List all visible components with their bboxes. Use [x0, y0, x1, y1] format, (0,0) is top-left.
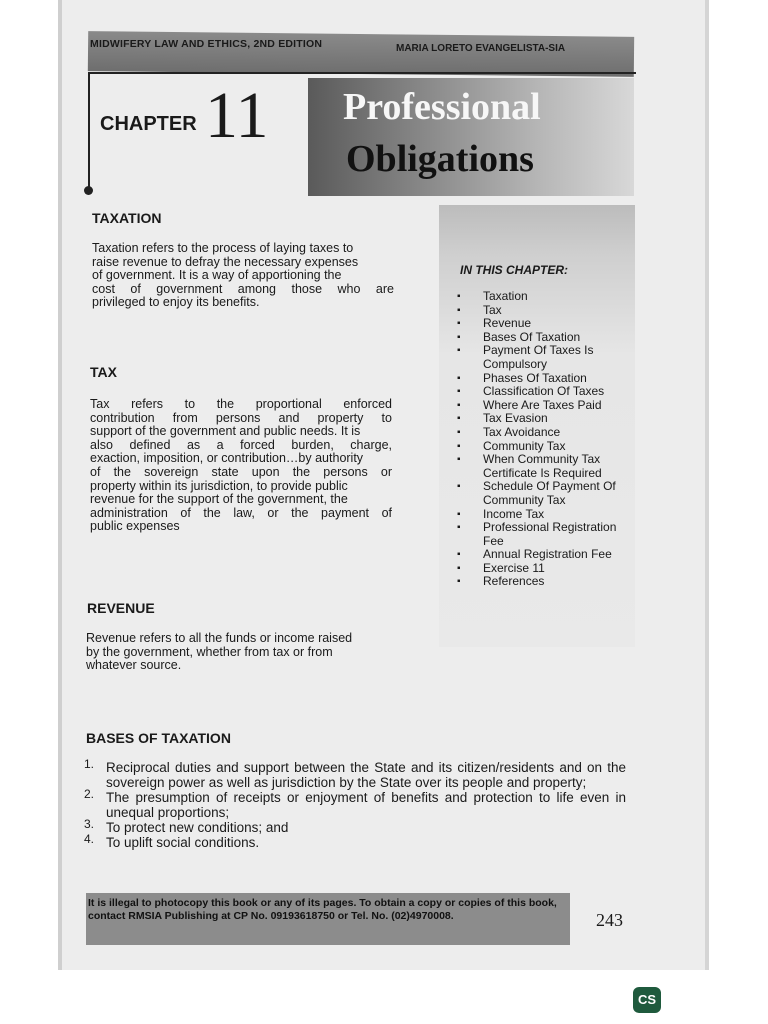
bases-item-text: To uplift social conditions. — [106, 835, 260, 850]
chapter-title-line-1: Professional — [343, 86, 541, 128]
sidebar-topic: ▪ Annual Registration Fee — [457, 548, 637, 562]
tax-line: public expenses — [90, 519, 180, 534]
sidebar-topic: ▪ Bases Of Taxation — [457, 331, 637, 345]
tax-line: Tax refers to the proportional enforced — [90, 397, 392, 411]
chapter-title-line-2: Obligations — [346, 138, 534, 180]
taxation-line: Taxation refers to the process of laying taxes to — [92, 241, 354, 255]
sidebar-topic: ▪ Professional Registration Fee — [457, 521, 637, 548]
sidebar-topic: ▪ Where Are Taxes Paid — [457, 399, 637, 413]
tax-line: support of the government and public needs. It is — [90, 424, 361, 439]
page-number: 243 — [596, 910, 623, 930]
revenue-line: whatever source. — [86, 658, 182, 673]
tax-line: also defined as a forced burden, charge, — [90, 437, 392, 452]
tax-line: administration of the law, or the payment of — [90, 505, 392, 520]
running-header-author: MARIA LORETO EVANGELISTA-SIA — [396, 43, 566, 54]
tax-line: revenue for the support of the government, the — [90, 492, 348, 507]
chapter-rule-top — [88, 72, 636, 74]
bases-item — [84, 817, 626, 835]
revenue-line: by the government, whether from tax or from — [86, 644, 333, 659]
sidebar-topic: ▪ Revenue — [457, 317, 637, 331]
revenue-heading: REVENUE — [87, 600, 155, 616]
bases-item-text: Reciprocal duties and support between the State and its citizen/residents and on the sovereign power as well as jurisdiction by the State over its people and property; — [106, 760, 626, 790]
camscanner-badge-icon: CS — [633, 987, 661, 1013]
sidebar-topic: ▪ Classification Of Taxes — [457, 385, 637, 399]
tax-line: of the sovereign state upon the persons or — [90, 464, 392, 479]
bases-item — [84, 787, 626, 820]
bases-item-number: 3. — [84, 817, 95, 831]
sidebar-topic: ▪ Tax Avoidance — [457, 426, 637, 440]
bases-item-text: The presumption of receipts or enjoyment of benefits and protection to life even in unequal proportions; — [106, 790, 626, 820]
sidebar-topic: ▪ Schedule Of Payment Of Community Tax — [457, 480, 637, 507]
sidebar-topic: ▪ Income Tax — [457, 508, 637, 522]
bases-item-number: 2. — [84, 787, 95, 801]
bases-of-taxation-heading: BASES OF TAXATION — [86, 730, 231, 746]
sidebar-topic: ▪ Payment Of Taxes Is Compulsory — [457, 344, 637, 371]
tax-line: contribution from persons and property to — [90, 410, 392, 425]
bases-item — [84, 757, 626, 790]
taxation-line: cost of government among those who are — [92, 281, 394, 296]
sidebar-topic: ▪ References — [457, 575, 637, 589]
sidebar-topic: ▪ Taxation — [457, 290, 637, 304]
bases-of-taxation-list — [84, 757, 626, 850]
taxation-line: of government. It is a way of apportioning the — [92, 268, 342, 283]
revenue-line: Revenue refers to all the funds or income raised — [86, 631, 353, 645]
taxation-heading: TAXATION — [92, 210, 162, 226]
bases-item — [84, 832, 626, 850]
bases-item-number: 4. — [84, 832, 95, 846]
sidebar-title: IN THIS CHAPTER: — [460, 263, 568, 277]
bases-item-number: 1. — [84, 757, 95, 771]
sidebar-topic: ▪ Community Tax — [457, 440, 637, 454]
running-header-book-title: MIDWIFERY LAW AND ETHICS, 2ND EDITION — [90, 38, 323, 50]
tax-line: exaction, imposition, or contribution…by authority — [90, 451, 364, 466]
tax-paragraph — [90, 398, 392, 534]
chapter-rule-left — [88, 72, 90, 190]
sidebar-topic: ▪ Phases Of Taxation — [457, 372, 637, 386]
chapter-rule-dot — [84, 186, 93, 195]
revenue-paragraph — [86, 632, 390, 673]
taxation-line: privileged to enjoy its benefits. — [92, 295, 260, 310]
footer-notice: It is illegal to photocopy this book or any of its pages. To obtain a copy or copies of this book, contact RMSIA Publishing at CP No. 09193618750 or Tel. No. (02)4970008. — [88, 897, 557, 922]
bases-item-text: To protect new conditions; and — [106, 820, 289, 835]
taxation-paragraph — [92, 242, 394, 310]
sidebar-topic: ▪ Tax Evasion — [457, 412, 637, 426]
chapter-label: CHAPTER — [100, 113, 197, 135]
sidebar-topic-list — [457, 290, 637, 589]
chapter-number: 11 — [205, 79, 269, 152]
tax-heading: TAX — [90, 364, 117, 380]
sidebar-topic: ▪ Tax — [457, 304, 637, 318]
tax-line: property within its jurisdiction, to provide public — [90, 478, 348, 493]
sidebar-topic: ▪ Exercise 11 — [457, 562, 637, 576]
taxation-line: raise revenue to defray the necessary expenses — [92, 254, 359, 269]
page-edge-right — [705, 0, 709, 970]
sidebar-topic: ▪ When Community Tax Certificate Is Required — [457, 453, 637, 480]
